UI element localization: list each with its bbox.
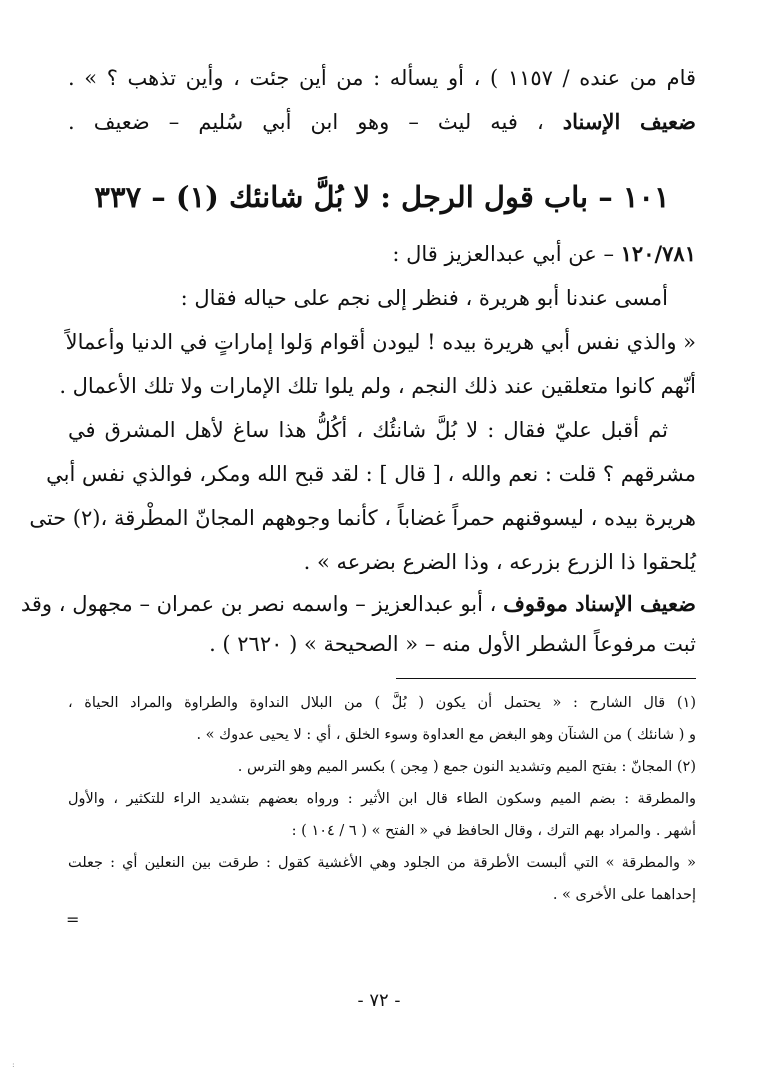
margin-mark: : [12, 1060, 15, 1069]
hadith-intro: – عن أبي عبدالعزيز قال : [392, 242, 621, 266]
grading-text: ، أبو عبدالعزيز – واسمه نصر بن عمران – مجهول ، وقد [20, 592, 504, 616]
footnote-line: والمطرقة : بضم الميم وسكون الطاء قال ابن الأثير : ورواه بعضهم بتشديد الراء للتكثير ، والأول [68, 791, 696, 807]
grading-line: ثبت مرفوعاً الشطر الأول منه – « الصحيحة » ( ٢٦٢٠ ) . [209, 632, 696, 656]
footnote-line: « والمطرقة » التي ألبست الأطرقة من الجلود وهي الأغشية كقول : طرقت بين النعلين أي : جعلت [68, 855, 696, 871]
footnote-divider [396, 678, 696, 679]
page-number: - ٧٢ - [357, 990, 401, 1011]
text-line: قام من عنده / ١١٥٧ ) ، أو يسأله : من أين جئت ، وأين تذهب ؟ » . [68, 66, 697, 90]
hadith-line: أنّهم كانوا متعلقين عند ذلك النجم ، ولم يلوا تلك الإمارات ولا تلك الأعمال . [59, 374, 696, 398]
grading-line [20, 584, 696, 624]
hadith-line: مشرقهم ؟ قلت : نعم والله ، [ قال ] : لقد قبح الله ومكر، فوالذي نفس أبي [46, 462, 696, 486]
page-body [20, 56, 697, 911]
footnote-line: (١) قال الشارح : « يحتمل أن يكون ( بُلَّ ) من البلال النداوة والطراوة والمراد الحياة ، [68, 695, 696, 711]
hadith-line: هريرة بيده ، ليسوقنهم حمراً غضاباً ، كأنما وجوههم المجانّ المطْرقة ،(٢) حتى [29, 506, 696, 530]
grading-label: ضعيف الإسناد [562, 109, 696, 134]
hadith-header [68, 232, 696, 276]
grading-line [68, 100, 696, 144]
hadith-line: ثم أقبل عليّ فقال : لا بُلَّ شانئُك ، أكُلُّ هذا ساغ لأهل المشرق في [68, 418, 668, 442]
hadith-number: ١٢٠/٧٨١ [620, 241, 696, 266]
chapter-heading: ١٠١ – باب قول الرجل : لا بُلَّ شانئك (١) – ٣٣٧ [94, 180, 670, 214]
footnote-line: (٢) المجانّ : بفتح الميم وتشديد النون جمع ( مِجن ) بكسر الميم وهو الترس . [237, 759, 696, 775]
hadith-line: أمسى عندنا أبو هريرة ، فنظر إلى نجم على حياله فقال : [180, 286, 668, 310]
grading-label: ضعيف الإسناد موقوف [503, 591, 696, 616]
footnote-line: إحداهما على الأخرى » . [552, 887, 696, 903]
hadith-line: « والذي نفس أبي هريرة بيده ! ليودن أقوام وَلوا إماراتٍ في الدنيا وأعمالاً [65, 330, 696, 354]
hadith-line: يُلحقوا ذا الزرع بزرعه ، وذا الضرع بضرعه » . [303, 550, 696, 574]
footnote-line: و ( شانئك ) من الشنآن وهو البغض مع العداوة وسوء الخلق ، أي : لا يحيى عدوك » . [196, 727, 696, 743]
footnote-line: أشهر . والمراد بهم الترك ، وقال الحافظ في « الفتح » ( ٦ / ١٠٤ ) : [291, 823, 696, 839]
grading-text: ، فيه ليث – وهو ابن أبي سُليم – ضعيف . [68, 110, 563, 134]
continuation-mark: = [66, 910, 80, 929]
